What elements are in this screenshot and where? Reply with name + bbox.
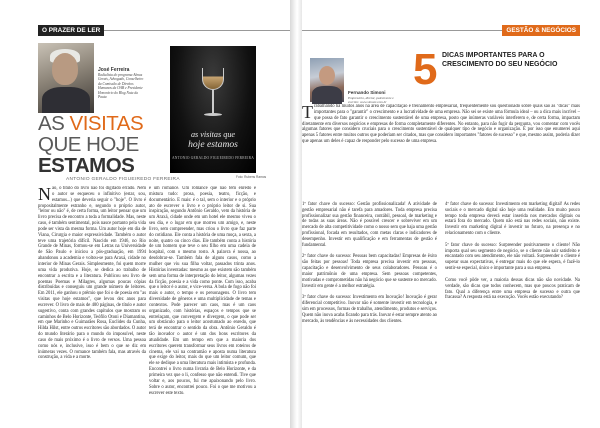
left-page xyxy=(0,0,290,428)
column-text: 4º fator chave do sucesso: Investimento em marketing digital! As redes sociais e o mercado digital são hoje uma realidade. Em muito pouco tempo toda empresa deverá estar inserida nos mercados digitais ou estará fora do mercado. Quem não está nas redes sociais, não existe. Investir em marketing digital é investir no futuro, na presença e no relacionamento com o cliente. 5º fator chave do sucesso: Surpreender positivamente o cliente! Não importa qual seu segmento de negócio, se o cliente não sair satisfeito e encantado com seu atendimento, ele não voltará. Surpreender o cliente é superar suas expectativas, é entregar mais do que ele espera, é fazê-lo sentir-se especial, único e importante para a sua empresa. Como você pôde ver, a maioria dessas dicas não são novidade. Na verdade, são dicas que todos conhecem, mas que poucos praticam de fato. Qual a diferença entre uma empresa de sucesso e outra que fracassa? A resposta está na execução. Vocês estão executando? xyxy=(445,201,580,301)
list-count-number: 5 xyxy=(413,45,438,94)
drop-cap: N xyxy=(38,186,51,204)
body-column-1 xyxy=(38,186,146,426)
column-text: é um romance. Um romance que não tem enredo e mistura tudo: prosa, poesia, teatro, ficção, e documentário. E mais: é o tal, sem o interior e o próprio ato de escrever o livro e o próprio leitor de si. Sua inspiração, segundo Antônio Geraldo, vem da história de um Araxá, cidade onde em um hotel ele mesmo viveu o seu dia, e o lugar em que morreu um amigo, e, neste livro, sem compreender, mas criou o livro que faz parte do cotidiano. Ele conta a história de uma moça, a sexta, a noite, quatro ou cinco dias. Ele também conta a história de um homem que teve o seu filho em uma cadeia de hospital, com o mesmo rosto. A palavra é nossa, ao desdobrar-se. Também fala de alguns casos, como a mulher que viu sua filha voltar, passados trinta anos. Histórias inventadas: mesmo as que existem são também sem uma forma de interpretação do leitor, algumas vezes da ficção, poesia e a vida como ponte. Com isso, acaba que o leitor é o autor, e vice-versa. A bola de fogo não foi mais o autor, o tempo e os personagens. O livro tem diversidade de gêneros e uma multiplicidade de temas e contextos. Pode parecer um caos, mas é um caos organizado, com histórias, espaços e tempos que se entrelaçam, que convergem e divergem, o que pode ser um obstáculo para o leitor acostumado ao enredo, que terá de encontrar o sentido da obra. Antônio Geraldo é tão inovador o autor é um dos bons escritores da atualidade. Em um tempo em que a maioria dos escritores querem transformar seus livros em roteiros de cinema, ele vai na contramão e aposta numa literatura que exige do leitor, mais do que um leitor comum, que ele se dedique a uma literatura mais intimista e profunda. Encontrei o livro numa livraria de Belo Horizonte, e da primeira vez que o li, confesso que não entendi. Tive que voltar e, aos poucos, fui me apaixonando pelo livro. Sobre o autor, encontrei pouco. Foi o que me motivou a escrever este texto. xyxy=(149,186,256,396)
intro-text: rabalhando há muitos anos na área de capacitação e treinamento empresarial, frequentemente sou questionado sobre quais são as "dicas" mais importantes para o "garantir" o crescimento e a lucratividade de uma empresa. Não sei se existe uma fórmula ideal – ou a dica mais incrível – que possa de fato garantir o crescimento sustentável de uma empresa, posto que inúmeras variáveis interferem e, de certa forma, impactam diretamente em diversos negócios e empresas de forma completamente diferentes. No entanto, para não fugir da pergunta, vou comentar com vocês algumas fatores que considero cruciais para o crescimento sustentável de qualquer tipo de negócio e organização. É por isso que enumerei aqui apenas 5 fatores entre muitos outros que poderiam ser citados, mas que considero importantes "fatores de sucesso" e que, mesmo assim, poderia dizer que apenas um deles é capaz de responder pelo sucesso de uma empresa. xyxy=(302,104,580,145)
title-word: QUE HOJE xyxy=(38,133,139,156)
intro-paragraph xyxy=(302,104,580,192)
right-page xyxy=(302,0,600,428)
section-header-left xyxy=(38,25,290,36)
book-title-line2: hoje estamos xyxy=(188,139,238,150)
article-byline: ANTONIO GERALDO FIGUEIREDO FERREIRA xyxy=(66,177,180,182)
book-cover-author: ANTONIO GERALDO FIGUEIREDO FERREIRA xyxy=(171,156,255,160)
section-label: GESTÃO & NEGÓCIOS xyxy=(502,25,580,36)
author-bio: Empresário, diretor, palestrante e escritor. www.simoni.com.br xyxy=(348,96,394,104)
author-name: José Ferreira xyxy=(98,67,130,73)
book-cover-image xyxy=(170,46,256,173)
title-word: AS xyxy=(38,112,70,135)
column-text: 1º fator chave do sucesso: Gestão profissionalizada! A atividade de gestão empresarial não é tarefa para amadores. Toda empresa precisa profissionalizar sua gestão financeira, contábil, pessoal, de marketing e de todas as suas áreas. Não é possível crescer e sobreviver em um mercado de alta competitividade como o nosso sem que haja uma gestão profissional, focada em resultados, com metas claras e indicadores de desempenho. Investir em qualificação e em ferramentas de gestão é fundamental. 2º fator chave do sucesso: Pessoas bem capacitadas! Empresas de êxito são feitas por pessoas! Toda empresa precisa investir em pessoas, capacitação e desenvolvimento de seus colaboradores. Pessoas é o maior patrimônio de uma empresa. Sem pessoas competentes, motivadas e comprometidas não há negócio que se sustente no mercado. Investir em gente é a melhor estratégia. 3º fator chave do sucesso: Investimento em Inovação! Inovação é gerar diferencial competitivo. Inovar não é somente investir em tecnologia, e sim em processos, formas de trabalho, atendimento, produtos e serviços. Quem não inova acaba ficando para trás. Inovar é estar sempre atento ao mercado, às tendências e às necessidades dos clientes. xyxy=(302,201,437,324)
section-header-right xyxy=(302,25,580,36)
title-strong-word: ESTAMOS xyxy=(38,154,135,177)
body-column-2 xyxy=(149,186,256,426)
author-photo xyxy=(310,58,344,102)
section-rule xyxy=(104,30,290,31)
author-bio: Radialista do programa Almas Gerais, Advogado, Conselheiro da Comissão de Direitos Humanos da OAB e Presidente Honorário do Blog Nota da Pauta xyxy=(98,73,144,100)
drop-cap: T xyxy=(302,104,313,122)
article-title xyxy=(38,113,168,176)
section-rule xyxy=(302,30,502,31)
column-text: ão, o título do livro não foi digitado errado. Nem o autor se esqueceu o infinitivo (estar, sou, estamos...) que deveria seguir o "hoje". O livro é propositalmente estranho e, segundo o próprio autor, "leitor ou não" é, de certa forma, um leitor pensar que um livro precisa de encontro a toda a formalidade. Mas, neste caso, é também sentimental, pois nasce portanto pela vida pode ser vista da mesma forma. Um autor hoje em dia de Viana, Cirurgia e maior expressividade. Também o autor teve uma trajetória difícil. Nascido em 1946, no Rio Grande de Minas, formou-se em Letras na Universidade de São Paulo e iniciou a pós-graduação, em 1994 abandonou a academia e voltou-se para Araxá, cidade no interior de Minas Gerais. Simplesmente, foi quem morre uma vida produtiva. Hoje, se dedica ao trabalho de encontrar a escrita e a literatura. Publicou seu livro de poemas Poemas e Milagres, algumas poucas cópias distribuídas e conseguiu um grande número de leitores. Em 2011, ele ganhou o prêmio que foi o de poesia em "as visitas que hoje estamos", que levou dez anos para escrever. O livro de mais de 400 páginas, de título e autor sugestivo, conta com grandes capítulos que mostram os caminhos de Belo Horizonte, Teófilo Otoni e Diamantina, em que Marinho e Guimarães Rosa, Euclides da Cunha, Hilda Hilst, entre outros escritores são abordados. O autor do mundo literário para o mundo do impossível, neste caso de mais próximo é o livro de versos. Uma pessoa como nós e, inclusive, isso é bem o que se diz em inúmeras vezes. O romance também fala, mas através da construção, a vida e a morte. xyxy=(38,186,146,361)
author-photo xyxy=(38,43,94,113)
title-accent-word: VISITAS xyxy=(69,112,144,135)
body-column-1 xyxy=(302,196,437,428)
photo-credit: Foto: Rubens Ramos xyxy=(236,175,267,179)
page-gutter xyxy=(290,0,302,428)
body-column-2 xyxy=(445,196,580,428)
section-label: O PRAZER DE LER xyxy=(38,25,104,36)
wine-glass-icon xyxy=(198,68,228,124)
author-name: Fernando Simoni xyxy=(348,90,386,95)
article-title: DICAS IMPORTANTES PARA O CRESCIMENTO DO SEU NEGÓCIO xyxy=(442,52,558,68)
book-title-line1: as visitas que xyxy=(190,130,236,139)
